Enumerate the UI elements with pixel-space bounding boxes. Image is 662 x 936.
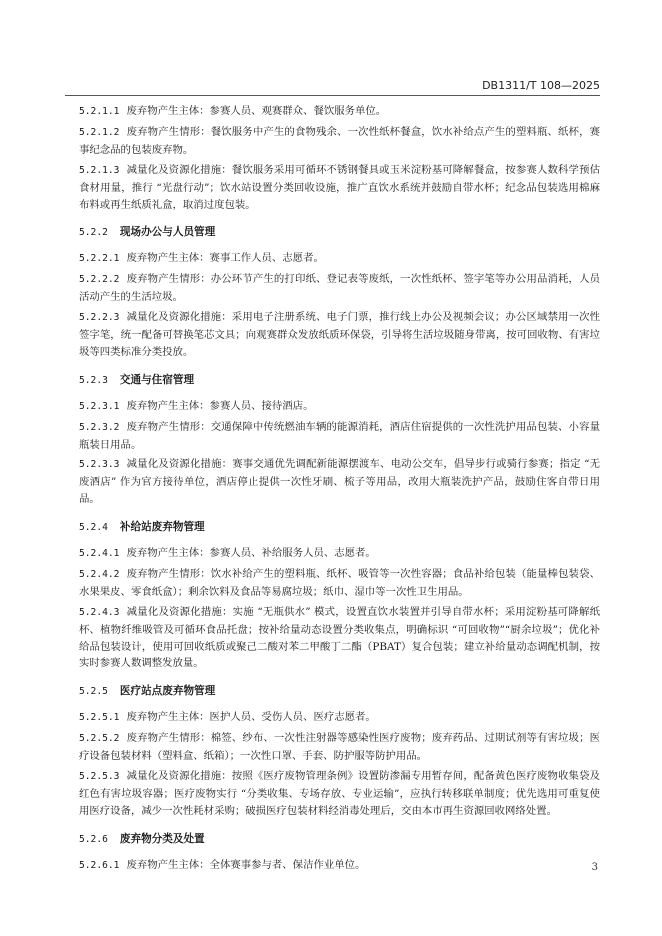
header-divider bbox=[65, 95, 600, 96]
clause-paragraph bbox=[79, 103, 600, 121]
clause-text: 减量化及资源化措施：赛事交通优先调配新能源摆渡车、电动公交车，倡导步行或骑行参赛；指定 “无废酒店” 作为官方接待单位，酒店停止提供一次性牙刷、梳子等用品，改用大瓶装洗护产品，鼓励住客自带日用品。 bbox=[79, 458, 600, 506]
clause-paragraph bbox=[79, 124, 600, 159]
clause-paragraph bbox=[79, 604, 600, 673]
clause-number: 5.2.5.3 bbox=[79, 771, 120, 782]
clause-paragraph bbox=[79, 709, 600, 727]
clause-text: 废弃物产生情形：交通保障中传统燃油车辆的能源消耗，酒店住宿提供的一次性洗护用品包装、小容量瓶装日用品。 bbox=[79, 420, 600, 451]
clause-paragraph bbox=[79, 309, 600, 361]
clause-paragraph bbox=[79, 419, 600, 454]
clause-number: 5.2.3.3 bbox=[79, 459, 120, 471]
clause-number: 5.2.6.1 bbox=[79, 859, 120, 871]
clause-paragraph bbox=[79, 398, 600, 416]
clause-text: 减量化及资源化措施：餐饮服务采用可循环不锈钢餐具或玉米淀粉基可降解餐盒，按参赛人数科学预估食材用量，推行 “光盘行动”；饮水站设置分类回收设施，推广直饮水系统并鼓励自带水杯；纪念品包装选用棉麻布料或再生纸质礼盒，取消过度包装。 bbox=[79, 163, 600, 211]
clause-paragraph bbox=[79, 456, 600, 508]
section-heading bbox=[79, 224, 600, 242]
clause-number: 5.2.5.1 bbox=[79, 712, 120, 724]
section-heading bbox=[79, 683, 600, 701]
clause-number: 5.2.5.2 bbox=[79, 733, 120, 745]
document-body bbox=[79, 103, 600, 878]
clause-text: 废弃物产生主体：参赛人员、补给服务人员、志愿者。 bbox=[126, 547, 376, 560]
section-heading bbox=[79, 831, 600, 849]
clause-number: 5.2.3 bbox=[79, 374, 108, 386]
heading-text: 补给站废弃物管理 bbox=[119, 521, 205, 534]
clause-text: 废弃物产生主体：全体赛事参与者、保洁作业单位。 bbox=[126, 858, 366, 871]
clause-text: 废弃物产生情形：棉签、纱布、一次性注射器等感染性医疗废物；废弃药品、过期试剂等有害垃圾；医疗设备包装材料（塑料盒、纸箱）；一次性口罩、手套、防护服等防护用品。 bbox=[79, 732, 600, 763]
clause-text: 废弃物产生情形：饮水补给产生的塑料瓶、纸杯、吸管等一次性容器；食品补给包装（能量棒包装袋、水果果皮、零食纸盒）；剩余饮料及食品等易腐垃圾；纸巾、湿巾等一次性卫生用品。 bbox=[79, 567, 600, 598]
clause-text: 废弃物产生主体：赛事工作人员、志愿者。 bbox=[126, 252, 324, 265]
clause-paragraph bbox=[79, 250, 600, 268]
clause-number: 5.2.2.3 bbox=[79, 312, 120, 324]
clause-number: 5.2.1.1 bbox=[79, 106, 120, 117]
clause-paragraph bbox=[79, 857, 600, 875]
heading-text: 废弃物分类及处置 bbox=[119, 832, 205, 845]
clause-number: 5.2.3.2 bbox=[79, 421, 120, 433]
clause-number: 5.2.4.3 bbox=[79, 606, 120, 618]
clause-number: 5.2.1.2 bbox=[79, 126, 120, 138]
clause-paragraph bbox=[79, 730, 600, 765]
clause-text: 废弃物产生主体：参赛人员、观赛群众、餐饮服务单位。 bbox=[126, 105, 387, 117]
clause-paragraph bbox=[79, 271, 600, 306]
clause-text: 减量化及资源化措施：采用电子注册系统、电子门票，推行线上办公及视频会议；办公区域禁用一次性签字笔，统一配备可替换笔芯文具；向观赛群众发放纸质环保袋，引导将生活垃圾随身带离，按可回收物、有害垃圾等四类标准分类投放。 bbox=[79, 311, 600, 358]
clause-number: 5.2.4 bbox=[79, 522, 108, 534]
page-number: 3 bbox=[591, 862, 598, 873]
clause-paragraph bbox=[79, 162, 600, 214]
clause-text: 减量化及资源化措施：按照《医疗废物管理条例》设置防渗漏专用暂存间，配备黄色医疗废物收集袋及红色有害垃圾容器；医疗废物实行 “分类收集、专场存放、专业运输”，应执行转移联单制度；优先选用可重复使用医疗设备，减少一次性耗材采购；破损医疗包装材料经消毒处理后，交由本市再生资源回收网络处置。 bbox=[79, 770, 600, 817]
clause-number: 5.2.3.1 bbox=[79, 400, 120, 412]
clause-number: 5.2.6 bbox=[79, 833, 108, 845]
clause-number: 5.2.2.2 bbox=[79, 274, 120, 286]
section-heading bbox=[79, 519, 600, 537]
clause-text: 废弃物产生主体：医护人员、受伤人员、医疗志愿者。 bbox=[126, 711, 376, 724]
clause-paragraph bbox=[79, 768, 600, 820]
clause-paragraph bbox=[79, 545, 600, 563]
heading-text: 交通与住宿管理 bbox=[119, 373, 195, 386]
clause-number: 5.2.1.3 bbox=[79, 164, 120, 176]
clause-text: 废弃物产生情形：办公环节产生的打印纸、登记表等废纸，一次性纸杯、签字笔等办公用品消耗，人员活动产生的生活垃圾。 bbox=[79, 273, 600, 304]
document-id-header: DB1311/T 108—2025 bbox=[482, 79, 600, 92]
clause-number: 5.2.4.2 bbox=[79, 568, 120, 580]
clause-text: 减量化及资源化措施：实施 “无瓶供水” 模式，设置直饮水装置并引导自带水杯；采用淀粉基可降解纸杯、植物纤维吸管及可循环食品托盘；按补给量动态设置分类收集点，明确标识 “可回收物”“厨余垃圾”；优化补给品包装设计，使用可回收纸质或聚己二酸对苯二甲酸丁二酯（PBAT）复合包装；建立补给量动态调配机制，按实时参赛人数调整发放量。 bbox=[79, 605, 600, 670]
clause-text: 废弃物产生情形：餐饮服务中产生的食物残余、一次性纸杯餐盒，饮水补给点产生的塑料瓶、纸杯，赛事纪念品的包装废弃物。 bbox=[79, 125, 600, 156]
heading-text: 医疗站点废弃物管理 bbox=[119, 685, 216, 698]
clause-number: 5.2.2.1 bbox=[79, 253, 120, 265]
clause-number: 5.2.2 bbox=[79, 227, 108, 239]
clause-paragraph bbox=[79, 566, 600, 601]
clause-number: 5.2.4.1 bbox=[79, 548, 120, 560]
heading-text: 现场办公与人员管理 bbox=[119, 226, 216, 239]
section-heading bbox=[79, 372, 600, 390]
clause-number: 5.2.5 bbox=[79, 686, 108, 698]
clause-text: 废弃物产生主体：参赛人员、接待酒店。 bbox=[126, 399, 314, 412]
